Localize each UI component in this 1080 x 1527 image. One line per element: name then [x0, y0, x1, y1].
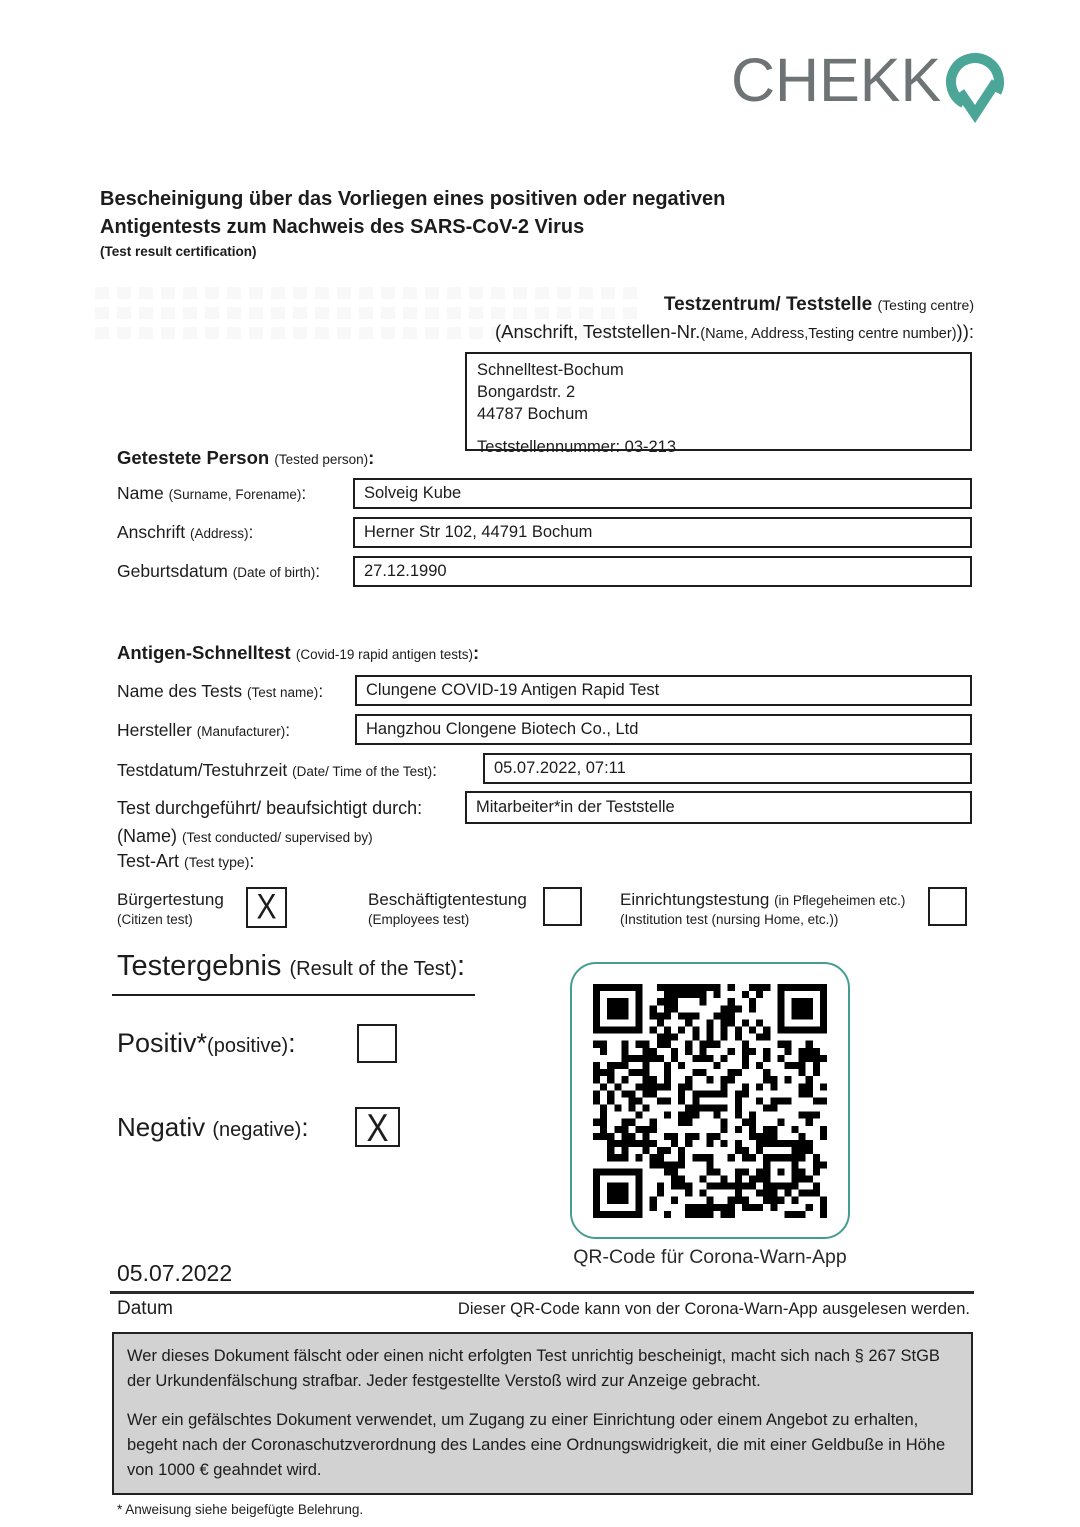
test-centre-street: Bongardstr. 2	[477, 383, 576, 401]
tested-person-heading-small: (Tested person)	[274, 452, 369, 467]
test-datetime-label-main: Testdatum/Testuhrzeit	[117, 760, 288, 780]
logo-check-pin-icon	[943, 51, 1007, 132]
name-label-main: Name	[117, 483, 164, 503]
test-centre-heading-small: (Testing centre)	[877, 297, 974, 313]
conducted-by-value-box: Mitarbeiter*in der Teststelle	[465, 791, 972, 824]
negative-checkbox[interactable]	[355, 1107, 400, 1147]
birthdate-label	[117, 561, 320, 582]
test-name-value-box: Clungene COVID-19 Antigen Rapid Test	[355, 675, 972, 706]
result-heading	[112, 950, 475, 996]
positive-label-main: Positiv*	[117, 1028, 208, 1058]
antigen-heading-small: (Covid-19 rapid antigen tests)	[295, 647, 473, 662]
test-centre-number: Teststellennummer: 03-213	[477, 438, 677, 456]
antigen-heading-colon: :	[472, 642, 480, 663]
test-centre-sub-main: (Anschrift, Teststellen-Nr.	[494, 321, 701, 342]
antigen-test-heading	[117, 642, 479, 664]
test-datetime-label-colon: :	[432, 760, 438, 780]
employees-test-checkbox[interactable]	[543, 887, 582, 926]
signature-line	[110, 1291, 974, 1294]
citizen-test-de: Bürgertestung	[117, 890, 224, 909]
positive-label-colon: :	[288, 1028, 296, 1058]
institution-test-de-small: (in Pflegeheimen etc.)	[774, 893, 906, 908]
institution-test-en: (Institution test (nursing Home, etc.))	[620, 912, 839, 928]
test-centre-sub-end: )):	[956, 321, 974, 342]
test-name-label	[117, 681, 323, 702]
citizen-test-en: (Citizen test)	[117, 912, 193, 928]
title-line2: Antigentests zum Nachweis des SARS-CoV-2 Virus	[100, 215, 585, 238]
employees-test-label	[368, 889, 527, 929]
test-datetime-label-small: (Date/ Time of the Test)	[292, 764, 433, 779]
test-datetime-value-box: 05.07.2022, 07:11	[483, 753, 972, 784]
footnote: * Anweisung siehe beigefügte Belehrung.	[117, 1502, 364, 1517]
test-centre-heading	[495, 294, 974, 343]
test-type-small: (Test type)	[184, 854, 250, 870]
institution-test-label	[620, 889, 905, 929]
positive-checkbox[interactable]	[357, 1024, 397, 1063]
title-subtitle: (Test result certification)	[100, 244, 257, 260]
institution-test-checkbox[interactable]	[928, 887, 967, 926]
manufacturer-label	[117, 720, 290, 741]
chekko-logo	[731, 46, 1007, 132]
negative-label-small: (negative)	[212, 1119, 302, 1141]
date-value: 05.07.2022	[117, 1260, 233, 1286]
positive-label	[117, 1028, 296, 1059]
manufacturer-label-colon: :	[285, 720, 291, 740]
employees-test-de: Beschäftigtentestung	[368, 890, 527, 909]
birthdate-label-colon: :	[315, 561, 321, 581]
test-type-main: Test-Art	[117, 851, 180, 871]
date-label: Datum	[117, 1298, 173, 1319]
qr-code	[593, 984, 827, 1218]
address-label-small: (Address)	[189, 526, 249, 541]
test-type-label	[117, 851, 254, 872]
positive-label-small: (positive)	[207, 1035, 289, 1057]
institution-test-de: Einrichtungstestung	[620, 890, 770, 909]
result-heading-colon: :	[456, 950, 466, 982]
address-label-main: Anschrift	[117, 522, 186, 542]
conducted-by-name: (Name)	[117, 826, 178, 846]
test-name-label-small: (Test name)	[247, 685, 319, 700]
antigen-heading-main: Antigen-Schnelltest	[117, 642, 291, 663]
negative-label-colon: :	[301, 1112, 309, 1142]
legal-warning-box	[112, 1332, 973, 1495]
qr-note: Dieser QR-Code kann von der Corona-Warn-App ausgelesen werden.	[457, 1300, 970, 1318]
test-type-colon: :	[249, 851, 255, 871]
conducted-by-sublabel	[117, 826, 373, 847]
birthdate-value-box: 27.12.1990	[353, 556, 972, 587]
tested-person-heading-main: Getestete Person	[117, 447, 270, 468]
manufacturer-label-main: Hersteller	[117, 720, 192, 740]
document-title	[100, 186, 725, 259]
manufacturer-label-small: (Manufacturer)	[196, 724, 286, 739]
test-centre-name: Schnelltest-Bochum	[477, 361, 624, 379]
citizen-test-label	[117, 889, 224, 929]
citizen-test-checkmark: X	[256, 887, 277, 927]
employees-test-en: (Employees test)	[368, 912, 470, 928]
result-heading-small: (Result of the Test)	[289, 958, 457, 980]
citizen-test-checkbox[interactable]	[246, 887, 287, 928]
test-centre-box	[465, 352, 972, 456]
tested-person-heading	[117, 447, 374, 469]
name-label-small: (Surname, Forename)	[168, 487, 302, 502]
legal-warning-para2: Wer ein gefälschtes Dokument verwendet, um Zugang zu einer Einrichtung oder einem Angebot zu erhalten, begeht nach der Coronaschutzverordnung des Landes eine Ordnungswidrigkeit, die mit einer Geldbuße in Höhe von 1000 € geahndet wird.	[127, 1411, 946, 1479]
test-centre-heading-main: Testzentrum/ Teststelle	[663, 294, 873, 315]
name-label-colon: :	[301, 483, 307, 503]
legal-warning-para1: Wer dieses Dokument fälscht oder einen nicht erfolgten Test unrichtig bescheinigt, macht sich nach § 267 StGB der Urkundenfälschung strafbar. Jeder festgestellte Verstoß wird zur Anzeige gebracht.	[127, 1347, 940, 1390]
name-value-box: Solveig Kube	[353, 478, 972, 509]
address-label-colon: :	[248, 522, 254, 542]
manufacturer-value-box: Hangzhou Clongene Biotech Co., Ltd	[355, 714, 972, 745]
test-name-label-colon: :	[318, 681, 324, 701]
tested-person-heading-colon: :	[368, 447, 375, 468]
test-datetime-label	[117, 760, 437, 781]
negative-label-main: Negativ	[117, 1112, 206, 1142]
address-value-box: Herner Str 102, 44791 Bochum	[353, 517, 972, 548]
negative-label	[117, 1112, 309, 1143]
conducted-by-label: Test durchgeführt/ beaufsichtigt durch:	[117, 798, 423, 818]
logo-wordmark: CHEKK	[731, 46, 942, 114]
qr-panel	[570, 962, 850, 1239]
address-label	[117, 522, 253, 543]
title-line1: Bescheinigung über das Vorliegen eines positiven oder negativen	[100, 188, 726, 210]
conducted-by-english: (Test conducted/ supervised by)	[182, 830, 373, 845]
test-name-label-main: Name des Tests	[117, 681, 243, 701]
test-centre-sub-small: (Name, Address,Testing centre number)	[700, 326, 957, 342]
negative-checkmark: X	[366, 1105, 389, 1149]
test-centre-city: 44787 Bochum	[477, 405, 588, 423]
qr-caption: QR-Code für Corona-Warn-App	[573, 1246, 847, 1268]
birthdate-label-main: Geburtsdatum	[117, 561, 228, 581]
name-label	[117, 483, 306, 504]
birthdate-label-small: (Date of birth)	[232, 565, 316, 580]
result-heading-main: Testergebnis	[117, 950, 282, 982]
